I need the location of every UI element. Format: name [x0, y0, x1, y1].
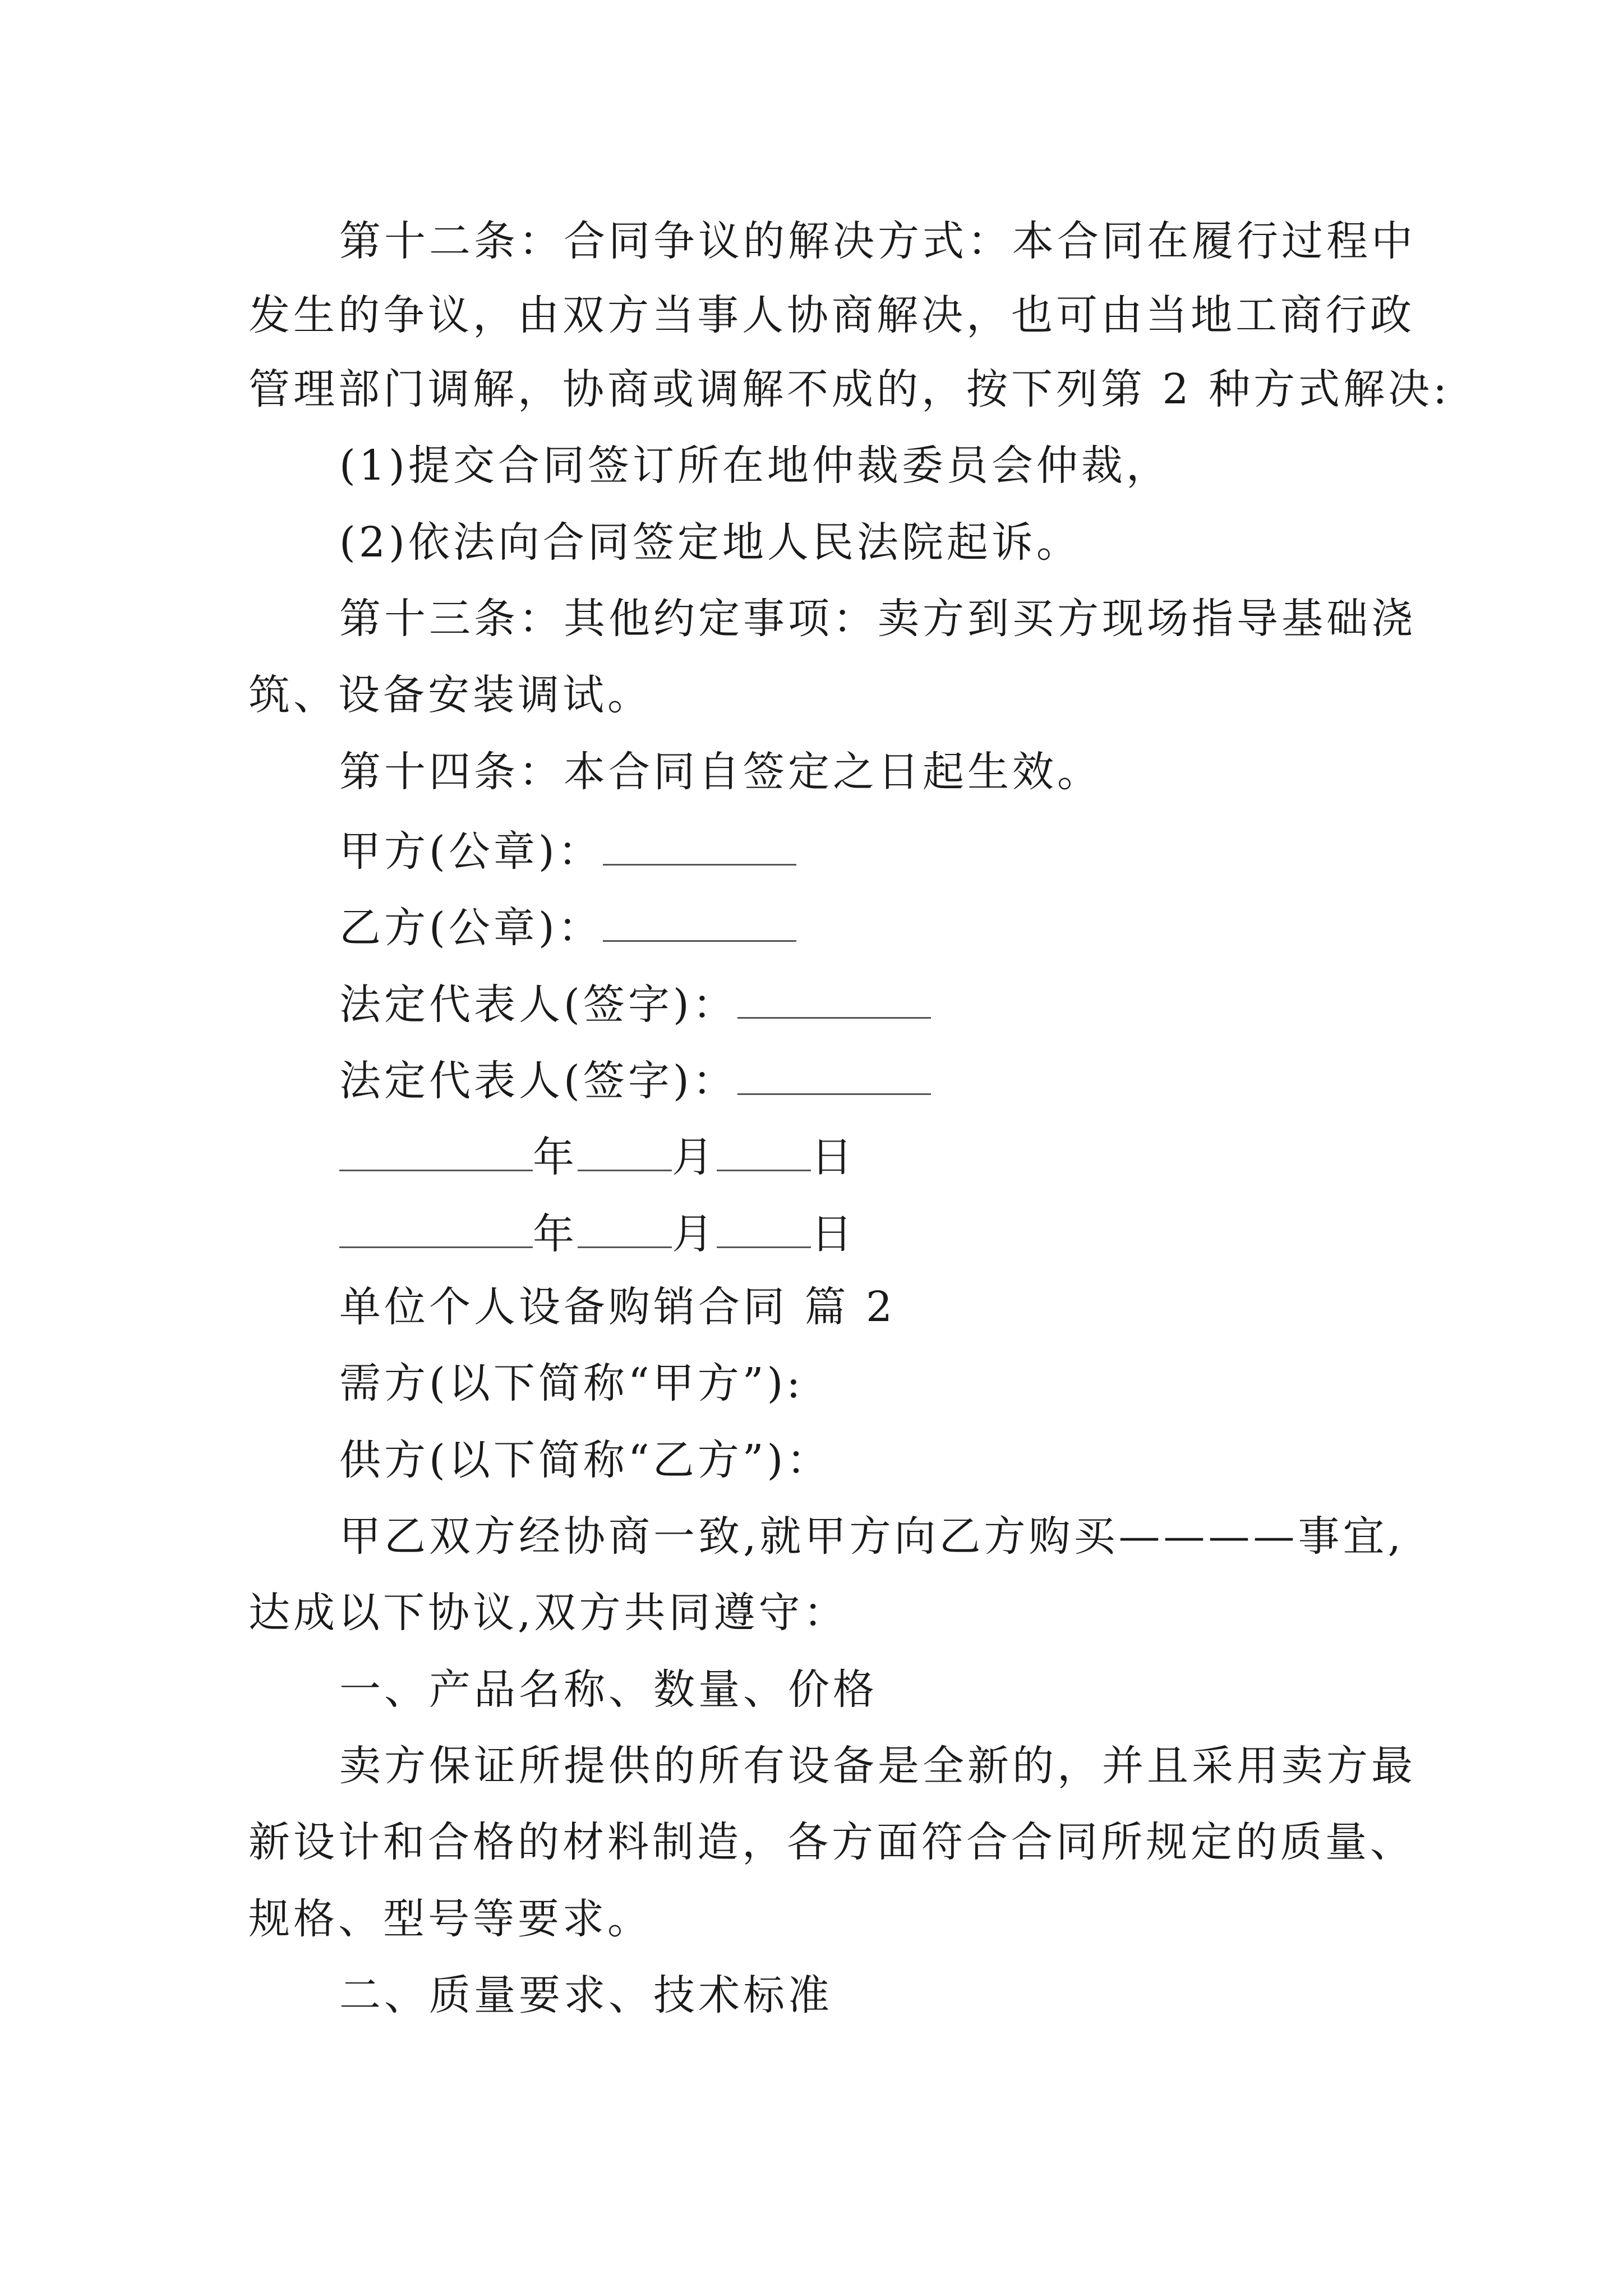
item-1-title: 一、产品名称、数量、价格 [339, 1665, 878, 1714]
year-label: 年 [533, 1210, 578, 1258]
clause-12-line-1: 第十二条：合同争议的解决方式：本合同在履行过程中 [339, 217, 1416, 265]
arbitration-option-2: (2)依法向合同签定地人民法院起诉。 [339, 518, 1081, 567]
month-label: 月 [672, 1133, 717, 1181]
day-blank [717, 1126, 811, 1171]
month-label: 月 [672, 1210, 717, 1258]
clause-13-line-2: 筑、设备安装调试。 [248, 671, 652, 719]
month-blank [578, 1203, 672, 1248]
clause-12-line-2: 发生的争议，由双方当事人协商解决，也可由当地工商行政 [248, 291, 1415, 339]
party-a-seal-label: 甲方(公章)： [339, 827, 603, 876]
legal-rep-1-row [339, 973, 1382, 1029]
item-2-title: 二、质量要求、技术标准 [339, 1971, 833, 2019]
arbitration-option-1: (1)提交合同签订所在地仲裁委员会仲裁， [339, 441, 1171, 490]
item-1-paragraph-line-1: 卖方保证所提供的所有设备是全新的，并且采用卖方最 [339, 1742, 1416, 1790]
party-a-seal-row [339, 820, 1382, 876]
party-b-seal-blank [603, 896, 796, 942]
year-blank [339, 1203, 533, 1248]
legal-rep-1-label: 法定代表人(签字)： [339, 981, 737, 1029]
legal-rep-1-blank [737, 973, 931, 1019]
legal-rep-2-row [339, 1050, 1382, 1106]
item-1-paragraph-line-3: 规格、型号等要求。 [248, 1895, 652, 1943]
legal-rep-2-blank [737, 1050, 931, 1095]
year-label: 年 [533, 1133, 578, 1181]
intro-line-1: 甲乙双方经协商一致,就甲方向乙方购买————事宜, [339, 1512, 1405, 1561]
party-b-seal-label: 乙方(公章)： [339, 904, 603, 952]
clause-12-line-3: 管理部门调解，协商或调解不成的，按下列第 2 种方式解决: [248, 365, 1451, 413]
section-2-heading: 单位个人设备购销合同 篇 2 [339, 1283, 896, 1331]
year-blank [339, 1126, 533, 1171]
date-row-2 [339, 1203, 1382, 1259]
clause-13-line-1: 第十三条：其他约定事项：卖方到买方现场指导基础浇 [339, 595, 1416, 643]
day-blank [717, 1203, 811, 1248]
day-label: 日 [811, 1210, 856, 1258]
seller-line: 供方(以下简称“乙方”)： [339, 1436, 832, 1484]
month-blank [578, 1126, 672, 1171]
party-a-seal-blank [603, 820, 796, 866]
legal-rep-2-label: 法定代表人(签字)： [339, 1057, 737, 1105]
clause-14: 第十四条：本合同自签定之日起生效。 [339, 748, 1102, 796]
date-row-1 [339, 1126, 1382, 1182]
day-label: 日 [811, 1133, 856, 1181]
buyer-line: 需方(以下简称“甲方”): [339, 1359, 804, 1407]
party-b-seal-row [339, 896, 1382, 953]
intro-line-2: 达成以下协议,双方共同遵守： [248, 1589, 849, 1637]
item-1-paragraph-line-2: 新设计和合格的材料制造，各方面符合合同所规定的质量、 [248, 1818, 1415, 1866]
